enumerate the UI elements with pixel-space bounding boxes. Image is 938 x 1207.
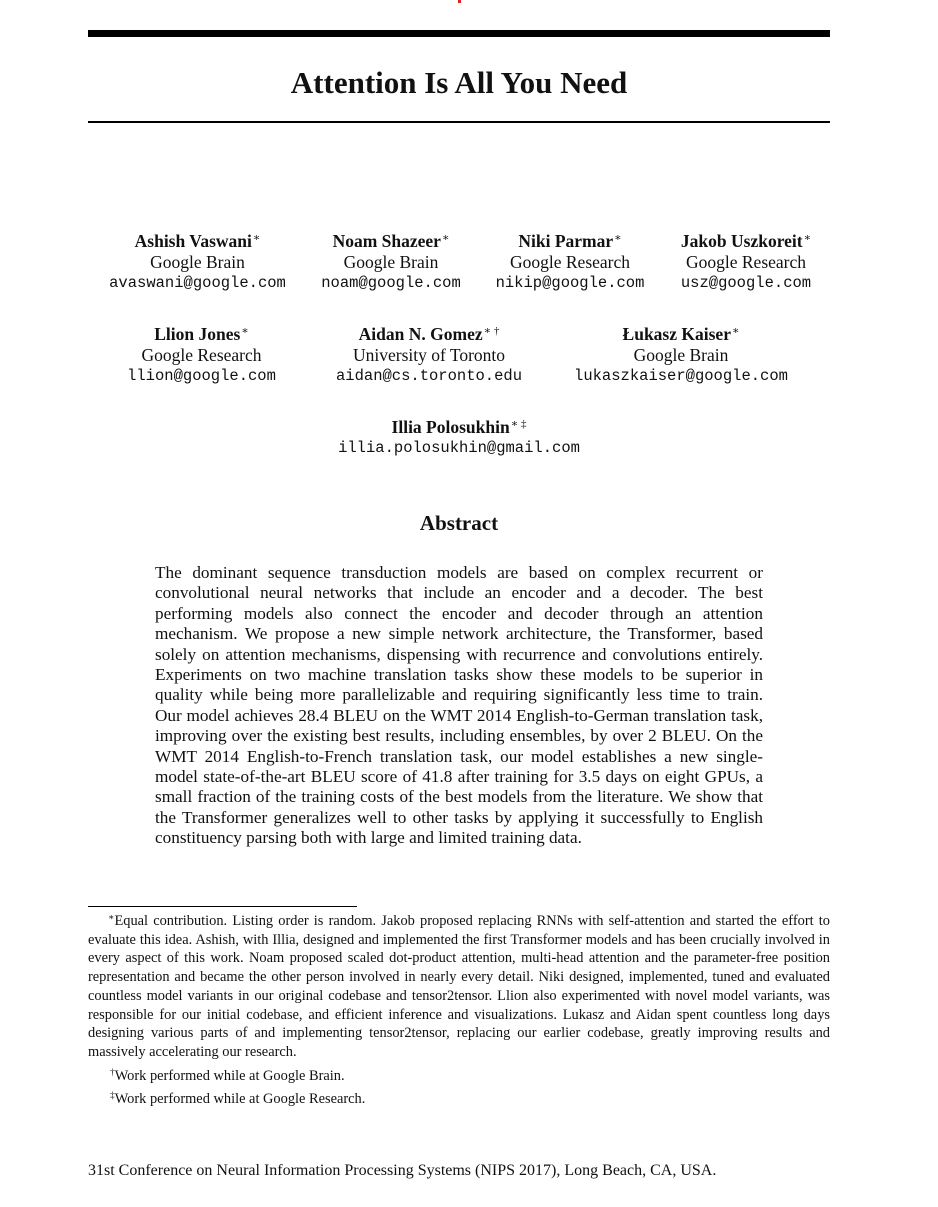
author-name: Llion Jones∗	[154, 324, 249, 344]
author-affiliation: Google Brain	[633, 345, 729, 365]
author-marks: ∗	[241, 325, 249, 337]
author-name: Niki Parmar∗	[518, 231, 622, 251]
footnote-text: Equal contribution. Listing order is random. Jakob proposed replacing RNNs with self-attention and started the effort to evaluate this idea. Ashish, with Illia, designed and implemented the first Transformer models and has been crucially involved in every aspect of this work. Noam proposed scaled dot-product attention, multi-head attention and the parameter-free position representation and became the other person involved in nearly every detail. Niki designed, implemented, tuned and evaluated countless model variants in our original codebase and tensor2tensor. Llion also experimented with novel model variants, was responsible for our initial codebase, and efficient inference and visualizations. Lukasz and Aidan spent countless long days designing various parts of and implementing tensor2tensor, replacing our earlier codebase, greatly improving results and massively accelerating our research.	[88, 913, 830, 1060]
author-marks: ∗	[731, 325, 740, 337]
author-block	[666, 228, 826, 294]
author-email: noam@google.com	[321, 274, 461, 292]
author-name: Aidan N. Gomez∗ †	[358, 324, 500, 344]
footnote-text: Work performed while at Google Brain.	[114, 1067, 345, 1084]
author-email: nikip@google.com	[495, 274, 645, 292]
footnote-equal-contribution	[88, 909, 830, 1062]
title-top-rule	[88, 30, 830, 37]
top-red-mark	[458, 0, 461, 3]
author-affiliation: Google Brain	[343, 252, 439, 272]
author-email: aidan@cs.toronto.edu	[335, 367, 523, 385]
author-name: Jakob Uszkoreit∗	[680, 231, 812, 251]
author-email: llion@google.com	[127, 367, 276, 385]
author-name: Noam Shazeer∗	[332, 231, 450, 251]
author-name: Ashish Vaswani∗	[134, 231, 261, 251]
footnote-rule	[88, 906, 357, 907]
author-affiliation: Google Brain	[150, 252, 245, 272]
author-block	[300, 228, 482, 294]
paper-title: Attention Is All You Need	[290, 65, 628, 100]
footnote-google-brain	[88, 1064, 830, 1086]
author-affiliation: Google Research	[685, 252, 807, 272]
author-affiliation: Google Research	[141, 345, 262, 365]
footnote-mark: ∗	[108, 913, 115, 923]
author-name: Łukasz Kaiser∗	[622, 324, 740, 344]
author-email: avaswani@google.com	[109, 274, 286, 292]
title-bottom-rule	[88, 121, 830, 123]
author-email: usz@google.com	[680, 274, 812, 292]
author-marks: ∗ †	[483, 325, 500, 337]
author-marks: ∗	[441, 232, 450, 244]
author-name: Illia Polosukhin∗ ‡	[391, 417, 527, 437]
footnote-text: Work performed while at Google Research.	[114, 1091, 366, 1108]
footnote-google-research	[88, 1087, 830, 1109]
footnote-mark: ‡	[110, 1091, 115, 1102]
abstract-text: The dominant sequence transduction models are based on complex recurrent or convolutional neural networks that include an encoder and a decoder. The best performing models also connect the encoder and decoder through an attention mechanism. We propose a new simple network architecture, the Transformer, based solely on attention mechanisms, dispensing with recurrence and convolutions entirely. Experiments on two machine translation tasks show these models to be superior in quality while being more parallelizable and requiring significantly less time to train. Our model achieves 28.4 BLEU on the WMT 2014 English-to-German translation task, improving over the existing best results, including ensembles, by over 2 BLEU. On the WMT 2014 English-to-French translation task, our model establishes a new single-model state-of-the-art BLEU score of 41.8 after training for 3.5 days on eight GPUs, a small fraction of the training costs of the best models from the literature. We show that the Transformer generalizes well to other tasks by applying it successfully to English constituency parsing both with large and limited training data.	[155, 563, 763, 848]
author-block	[95, 228, 300, 294]
author-marks: ∗	[614, 232, 622, 244]
author-block	[318, 321, 540, 387]
author-email: illia.polosukhin@gmail.com	[338, 439, 580, 457]
footnote-mark: †	[110, 1067, 115, 1078]
author-block	[110, 321, 293, 387]
author-block	[325, 414, 593, 459]
footnotes	[88, 909, 830, 1109]
author-affiliation: University of Toronto	[352, 345, 506, 365]
author-marks: ∗	[252, 232, 261, 244]
author-marks: ∗ ‡	[510, 418, 527, 430]
author-block	[562, 321, 800, 387]
author-marks: ∗	[803, 232, 812, 244]
abstract-heading: Abstract	[419, 511, 499, 535]
author-block	[485, 228, 655, 294]
author-affiliation: Google Research	[509, 252, 631, 272]
author-email: lukaszkaiser@google.com	[574, 367, 788, 385]
conference-venue: 31st Conference on Neural Information Processing Systems (NIPS 2017), Long Beach, CA, USA.	[88, 1162, 717, 1179]
